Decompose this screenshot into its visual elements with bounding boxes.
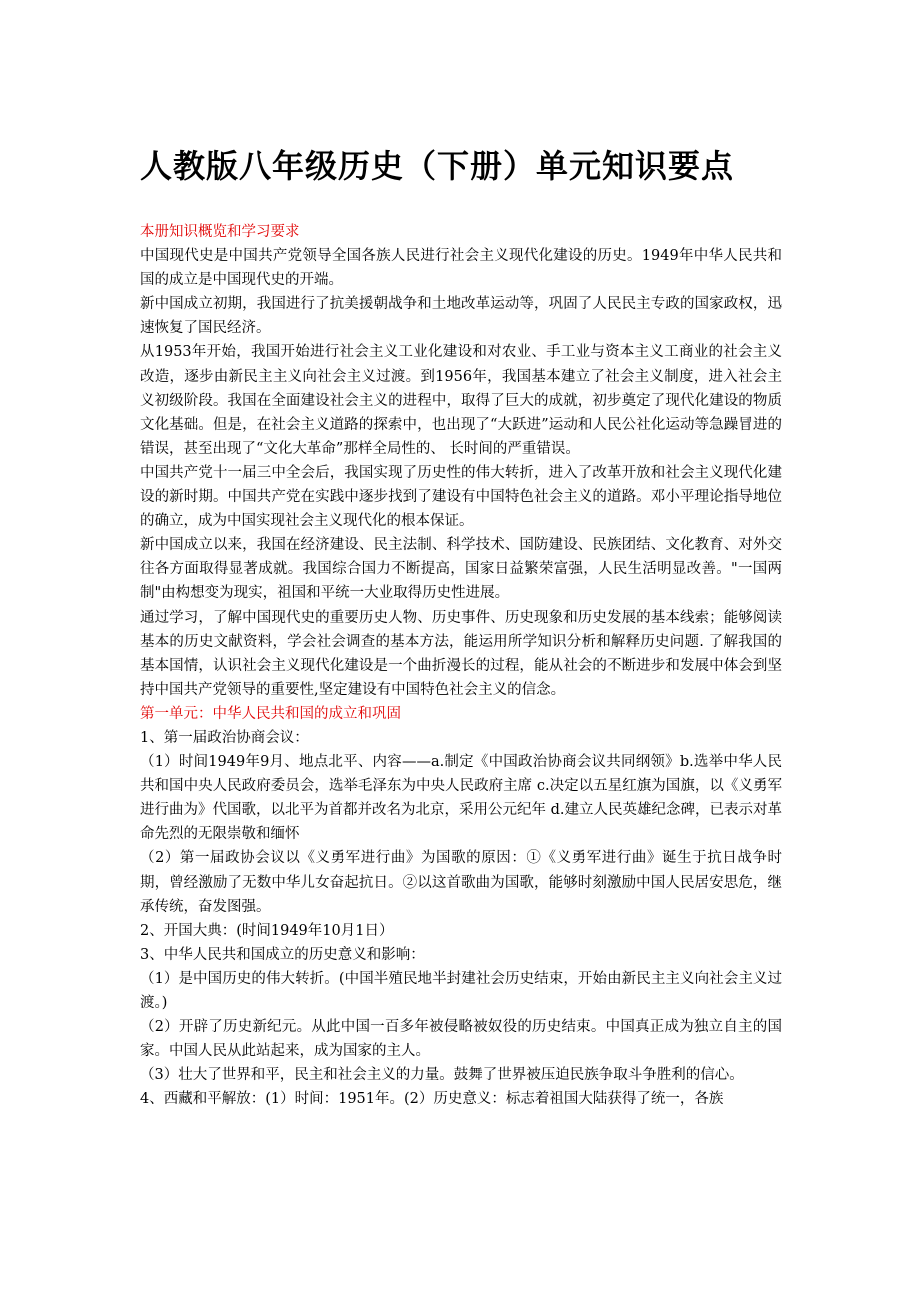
overview-paragraph: 新中国成立以来，我国在经济建设、民主法制、科学技术、国防建设、民族团结、文化教育、对外交往各方面取得显著成就。我国综合国力不断提高，国家日益繁荣富强，人民生活明显改善。"一国两制"由构想变为现实，祖国和平统一大业取得历史性进展。: [140, 537, 782, 602]
unit1-item: 4、西藏和平解放：(1）时间：1951年。(2）历史意义：标志着祖国大陆获得了统一，各族: [140, 1091, 724, 1108]
unit1-item: （2）第一届政协会议以《义勇军进行曲》为国歌的原因：①《义勇军进行曲》诞生于抗日战争时期，曾经激励了无数中华儿女奋起抗日。②以这首歌曲为国歌，能够时刻激励中国人民居安思危，继承传统，奋发图强。: [140, 850, 782, 915]
page-title: 人教版八年级历史（下册）单元知识要点: [140, 147, 735, 185]
overview-paragraph: 新中国成立初期，我国进行了抗美援朝战争和土地改革运动等，巩固了人民民主专政的国家政权，迅速恢复了国民经济。: [140, 296, 782, 337]
unit1-item: （1）时间1949年9月、地点北平、内容——a.制定《中国政治协商会议共同纲领》b.选举中华人民共和国中央人民政府委员会，选举毛泽东为中央人民政府主席 c.决定以五星红旗为国旗，以《义勇军进行曲为》代国歌，以北平为首都并改名为北京，采用公元纪年 d.建立人民英雄纪念碑，已表示对革命先烈的无限崇敬和缅怀: [140, 754, 782, 843]
unit1-item: 2、开国大典：(时间1949年10月1日）: [140, 922, 394, 939]
document-body: [140, 220, 782, 1111]
overview-paragraph: 通过学习，了解中国现代史的重要历史人物、历史事件、历史现象和历史发展的基本线索；能够阅读基本的历史文献资料，学会社会调查的基本方法，能运用所学知识分析和解释历史问题. 了解我国的基本国情，认识社会主义现代化建设是一个曲折漫长的过程，能从社会的不断进步和发展中体会到坚持中国共产党领导的重要性,坚定建设有中国特色社会主义的信念。: [140, 609, 782, 698]
overview-paragraph: 中国共产党十一届三中全会后，我国实现了历史性的伟大转折，进入了改革开放和社会主义现代化建设的新时期。中国共产党在实践中逐步找到了建设有中国特色社会主义的道路。邓小平理论指导地位的确立，成为中国实现社会主义现代化的根本保证。: [140, 464, 782, 530]
unit1-item: （3）壮大了世界和平，民主和社会主义的力量。鼓舞了世界被压迫民族争取斗争胜利的信心。: [140, 1067, 744, 1084]
overview-heading: 本册知识概览和学习要求: [140, 224, 300, 240]
unit1-item: （2）开辟了历史新纪元。从此中国一百多年被侵略被奴役的历史结束。中国真正成为独立自主的国家。中国人民从此站起来，成为国家的主人。: [140, 1019, 782, 1060]
unit1-item: （1）是中国历史的伟大转折。(中国半殖民地半封建社会历史结束，开始由新民主主义向社会主义过渡。): [140, 970, 782, 1011]
unit1-item: 3、中华人民共和国成立的历史意义和影响：: [140, 946, 425, 963]
unit1-item: 1、第一届政治协商会议：: [140, 729, 309, 746]
unit1-heading: 第一单元：中华人民共和国的成立和巩固: [140, 705, 401, 722]
overview-paragraph: 中国现代史是中国共产党领导全国各族人民进行社会主义现代化建设的历史。1949年中华人民共和国的成立是中国现代史的开端。: [140, 248, 782, 289]
overview-paragraph: 从1953年开始，我国开始进行社会主义工业化建设和对农业、手工业与资本主义工商业的社会主义改造，逐步由新民主主义向社会主义过渡。到1956年，我国基本建立了社会主义制度，进入社会主义初级阶段。我国在全面建设社会主义的进程中，取得了巨大的成就，初步奠定了现代化建设的物质文化基础。但是，在社会主义道路的探索中，也出现了“大跃进”运动和人民公社化运动等急躁冒进的错误，甚至出现了“文化大革命”那样全局性的、 长时间的严重错误。: [140, 344, 782, 457]
